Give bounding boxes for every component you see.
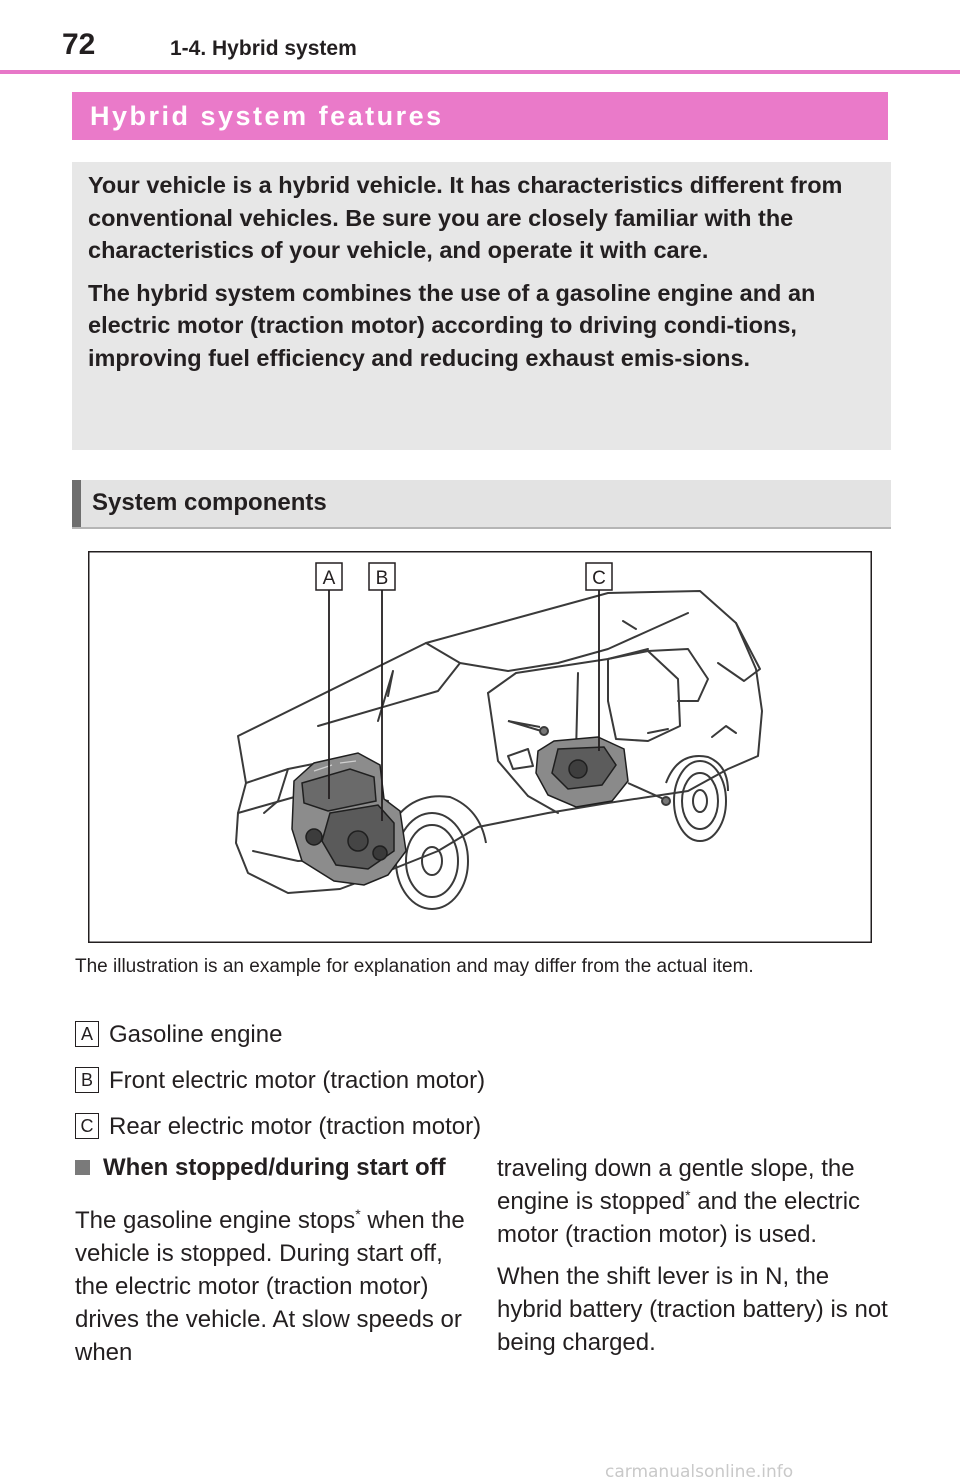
left-body-post: when the vehicle is stopped. During start off, the electric motor (traction motor) drives the vehicle. At slow speeds or when: [75, 1207, 465, 1366]
stopped-heading-text: When stopped/during start off: [103, 1154, 446, 1181]
legend-text-b: Front electric motor (traction motor): [109, 1067, 486, 1094]
header-divider: [0, 70, 960, 74]
figure-caption: The illustration is an example for explanation and may differ from the actual item.: [75, 956, 754, 977]
left-column: [75, 1152, 465, 1369]
left-body-pre: The gasoline engine stops: [75, 1207, 356, 1234]
section-title: 1-4. Hybrid system: [170, 37, 357, 60]
shift-lever-note: When the shift lever is in N, the hybrid battery (traction battery) is not being charged.: [497, 1263, 888, 1356]
rear-motor-unit: [536, 737, 628, 807]
intro-paragraph-1: Your vehicle is a hybrid vehicle. It has characteristics different from conventional vehicles. Be sure you are closely familiar with the characteristics of your vehicle, and operate it with care.: [88, 172, 843, 264]
footnote-mark: *: [355, 1206, 361, 1222]
right-body-post: and the electric motor (traction motor) is used.: [497, 1188, 861, 1248]
legend-letter-c: C: [75, 1113, 99, 1139]
legend-text-a: Gasoline engine: [109, 1021, 283, 1048]
heading-underline: [72, 527, 891, 529]
legend-text-c: Rear electric motor (traction motor): [109, 1113, 482, 1140]
right-column: [497, 1152, 892, 1359]
stopped-heading: [75, 1152, 465, 1184]
intro-paragraph-2: The hybrid system combines the use of a gasoline engine and an electric motor (traction motor) according to driving condi-tions, improving fuel efficiency and reducing exhaust emis-sions.: [88, 279, 816, 371]
hybrid-vehicle-illustration: [88, 551, 872, 943]
callout-label-c: C: [592, 568, 606, 589]
stopped-body-left: [75, 1204, 465, 1369]
right-body-pre: traveling down a gentle slope, the engine is stopped: [497, 1155, 855, 1215]
legend-letter-a: A: [75, 1021, 99, 1047]
features-banner: Hybrid system features: [72, 92, 888, 140]
stopped-body-right: [497, 1152, 892, 1251]
square-bullet-icon: [75, 1160, 90, 1175]
page-number: 72: [62, 28, 96, 61]
callout-label-b: B: [375, 568, 389, 589]
intro-box: [72, 162, 891, 450]
legend-letter-b: B: [75, 1067, 99, 1093]
figure-frame: [89, 552, 872, 943]
components-heading: System components: [72, 480, 891, 528]
callout-label-a: A: [322, 568, 336, 589]
site-watermark: carmanualsonline.info: [605, 1462, 794, 1482]
footnote-mark-right: *: [685, 1187, 691, 1203]
